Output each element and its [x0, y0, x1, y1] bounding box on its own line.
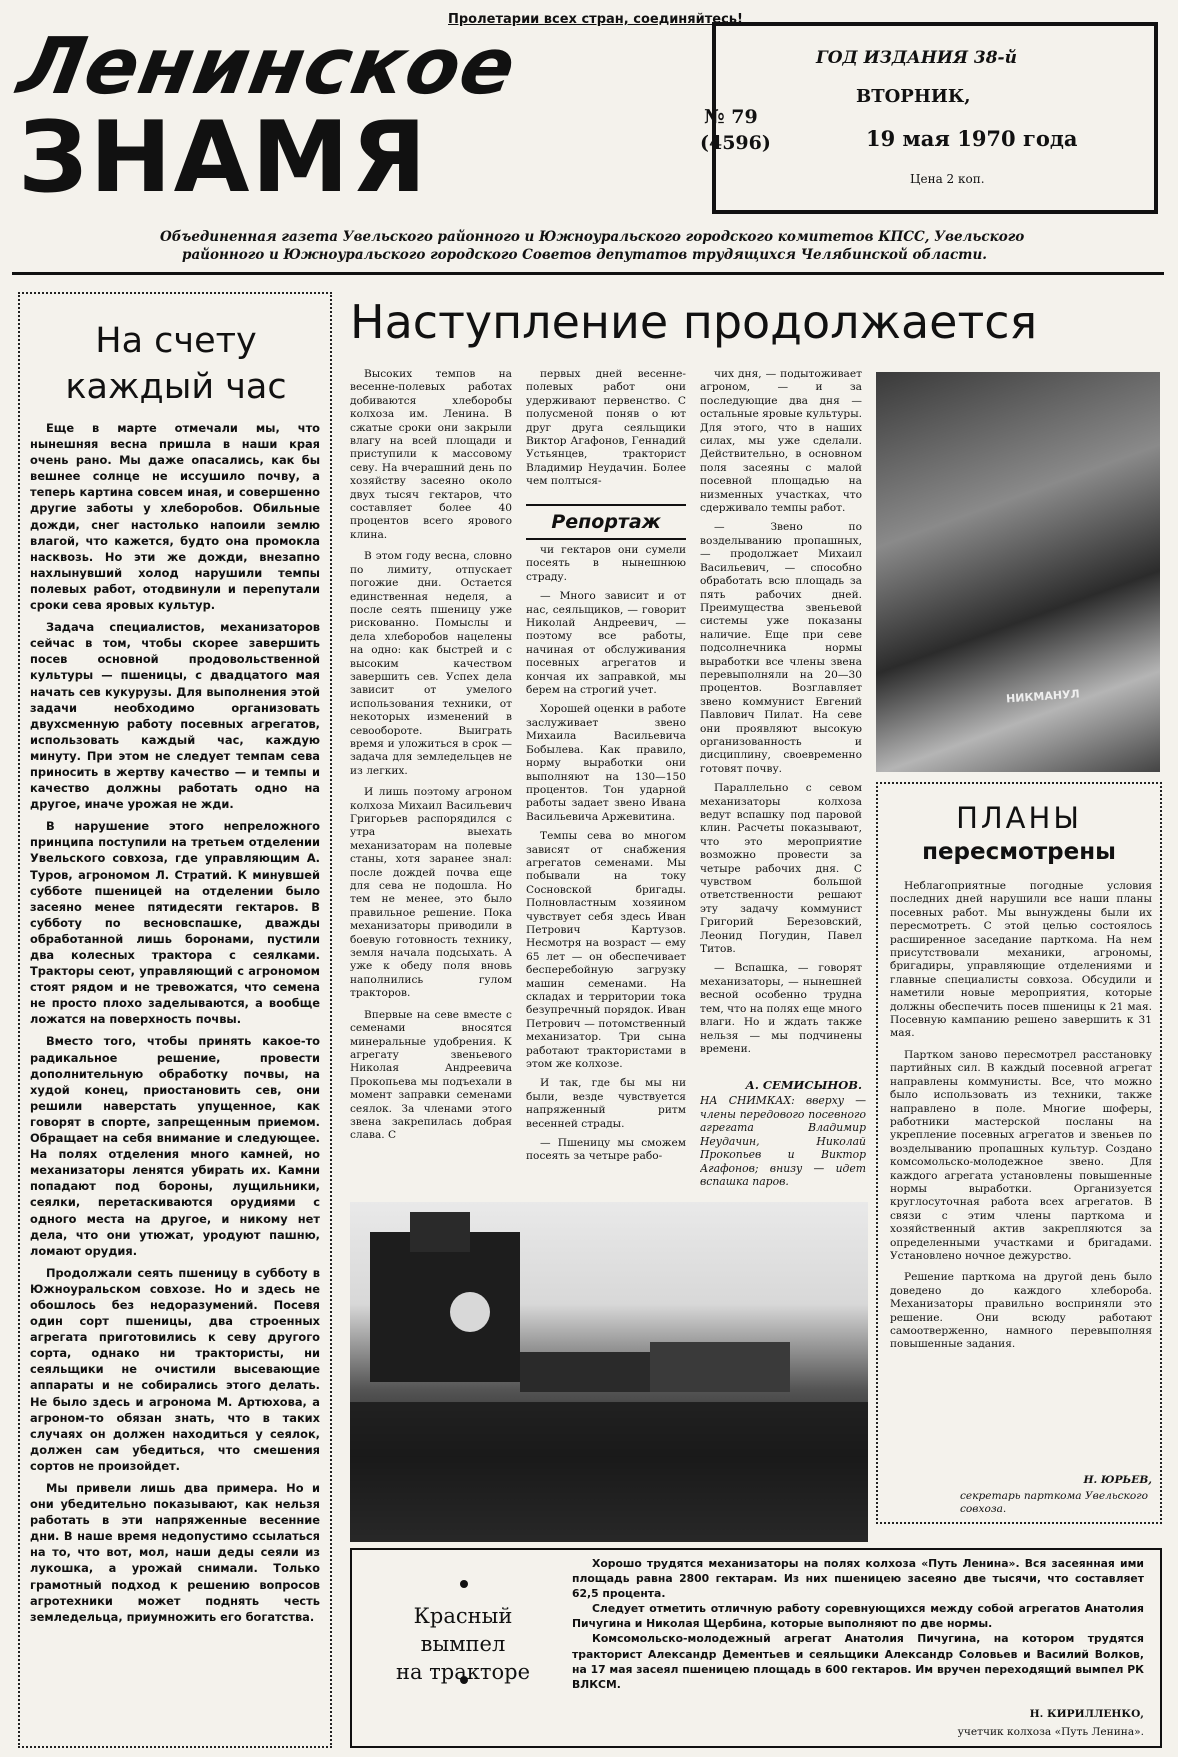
main-col2-top-paragraph: первых дней весенне-полевых работ они удерживают первенство. С полусменой поняв о ют друг друга сеяльщики Виктор Агафонов, Геннадий Устьянцев, тракторист Владимир Неудачин. Более чем полтыся- [526, 368, 686, 488]
photo-top-sowing-crew [876, 372, 1160, 772]
left-paragraph: Продолжали сеять пшеницу в субботу в Южноуральском совхозе. Но и здесь не обошлось без недоразумений. Посевя один сорт пшеницы, два строенных агрегата приготовились к севу другого сорта, однако ни трактористы, ни сеяльщики не очистили высевающие аппараты и не собирались этого делать. Не было здесь и агронома М. Артюхова, а агроном-то обязан знать, что в таких случаях он должен находиться у сеялок, должен сам убедиться, что смешения сортов не произойдет. [30, 1265, 320, 1473]
main-col-3 [700, 368, 862, 1076]
left-paragraph: Задача специалистов, механизаторов сейчас в том, чтобы скорее завершить посев основной продовольственной культуры — пшеницы, с двадцатого мая начать сев кукурузы. Для выполнения этой задачи необходимо организовать двухсменную работу посевных агрегатов, использовать каждый час, каждую минуту. При этом не следует темпам сева приносить в жертву качество — и темпы и качество должны работать одно на другое, иначе урожая не жди. [30, 620, 320, 812]
main-col3-paragraph: Параллельно с севом механизаторы колхоза ведут вспашку под паровой клин. Расчеты показывают, что это мероприятие возможно провести за четыре рабочих дня. С чувством большой ответственности решают эту задачу коммунист Григорий Березовский, Леонид Погудин, Павел Титов. [700, 782, 862, 956]
plans-paragraph: Решение парткома на другой день было доведено до каждого хлебороба. Механизаторы правильно восприняли это решение. Они всюду работают самоотверженно, намного перевыполняя повышенные задания. [890, 1271, 1152, 1351]
main-col2-paragraph: Темпы сева во многом зависят от снабжения агрегатов семенами. Мы побывали на току Сосновской бригады. Полновластным хозяином чувствует себя здесь Иван Петрович Картузов. Несмотря на возраст — ему 65 лет — он обеспечивает бесперебойную загрузку машин семенами. На складах и территории тока безупречный порядок. Иван Петрович — потомственный механизатор. Три сына работают трактористами в этом же колхозе. [526, 830, 686, 1071]
masthead-slogan: Пролетарии всех стран, соединяйтесь! [448, 12, 743, 27]
plans-paragraph: Партком заново пересмотрел расстановку партийных сил. В каждый посевной агрегат направлены коммунисты. Все, что можно было использовать из техники, также направлено в поле. Многие шоферы, работники мастерской посланы на укрепление посевных агрегатов и звеньев по возделыванию пропашных культур. Создано комсомольско-молодежное звено. Для каждого агрегата установлены повышенные нормы выработки. Организуется круглосуточная работа всех агрегатов. В связи с этим члены парткома и хозяйственный актив закрепляются за определенными участками и бригадами. Установлено ночное дежурство. [890, 1048, 1152, 1262]
weekday: ВТОРНИК, [856, 86, 971, 107]
main-col-2-top [526, 368, 686, 502]
main-col3-paragraph: — Звено по возделыванию пропашных, — продолжает Михаил Васильевич, — способно обработать всю площадь за пять рабочих дней. Преимущества звеньевой системы уже показаны наличие. Еще при севе подсолнечника нормы выработки все члены звена перевыполняли на 20—30 процентов. Возглавляет звено коммунист Евгений Павлович Пилат. На севе они проявляют высокую организованность и дисциплину, своевременно готовят почву. [700, 521, 862, 775]
plans-headline [884, 800, 1154, 868]
left-paragraph: Вместо того, чтобы принять какое-то радикальное решение, провести дополнительную обработку почвы, на худой конец, приостановить сев, они решили наверстать упущенное, как говорят в спорте, запрещенным приемом. Обращает на себя внимание и следующее. На полях отделения много камней, но механизаторы ленятся убирать их. Камни попадают под бороны, лущильники, сеялки, перетаскиваются орудиями с одного места на другое, и никому нет дела, что они утюжат, уродуют пашню, ломают орудия. [30, 1034, 320, 1258]
left-paragraph: В нарушение этого непреложного принципа поступили на третьем отделении Увельского совхоза, где управляющим А. Туров, агрономом Л. Стратий. К минувшей субботе пшеницей на отделении было засеяно менее пятидесяти гектаров. В субботу по весновспашке, дважды обработанной лишь боронами, пустили два колесных трактора с сеялками. Тракторы сеют, управляющий с агрономом стоят рядом и не тревожатся, что семена не просто плохо заделываются, а вообще ложатся на поверхность почвы. [30, 819, 320, 1027]
issue-number: № 79 [704, 106, 758, 128]
main-col-1 [350, 368, 512, 1190]
main-col2-paragraph: чи гектаров они сумели посеять в нынешнюю страду. [526, 544, 686, 583]
left-headline-2: каждый час [65, 367, 287, 407]
bottom-box-title [368, 1602, 558, 1686]
masthead-subtitle [160, 228, 1040, 264]
main-col2-paragraph: Хорошей оценки в работе заслуживает звено Михаила Васильевича Бобылева. Как правило, норму выработки они выполняют на 130—150 процентов. Тон ударной работы задает звено Ивана Васильевича Аржевитина. [526, 703, 686, 823]
bullet-dot-icon [460, 1580, 468, 1588]
publication-year: ГОД ИЗДАНИЯ 38-й [816, 48, 1017, 68]
bottom-paragraph: Хорошо трудятся механизаторы на полях колхоза «Путь Ленина». Вся засеянная ими площадь равна 2800 гектарам. Из них пшеницею засеяно две тысячи, что составляет 62,5 процента. [572, 1557, 1144, 1601]
plans-body [890, 880, 1152, 1470]
masthead-title-line2: ЗНАМЯ [18, 101, 429, 215]
bottom-signature-role: учетчик колхоза «Путь Ленина». [957, 1726, 1144, 1738]
main-col3-paragraph: чих дня, — подытоживает агроном, — и за последующие два дня — остальные яровые культуры. Для этого, что в наших силах, мы уже сделали. Действительно, в основном поля засеяны с малой посевной площадью на низменных участках, что сдерживало темпы работ. [700, 368, 862, 515]
left-paragraph: Мы привели лишь два примера. Но и они убедительно показывают, как нельзя работать в эти напряженные весенние дни. В наше время недопустимо ссылаться на то, что вот, мол, наши деды сеяли из лукошка, а урожай снимали. Только грамотный подход к решению вопросов агротехники может поднять честь земледельца, приумножить его богатства. [30, 1481, 320, 1624]
plans-headline-1: ПЛАНЫ [956, 801, 1082, 835]
date-box [712, 22, 1158, 214]
reportage-label: Репортаж [551, 511, 661, 533]
main-col2-paragraph: — Пшеницу мы сможем посеять за четыре рабо- [526, 1137, 686, 1163]
plowing-tractor-silhouette [350, 1202, 868, 1542]
price: Цена 2 коп. [910, 172, 985, 186]
subtitle-line1: Объединенная газета Увельского районного и Южноуральского городского комитетов КПСС, Увельского [160, 229, 1025, 245]
photo-caption: НА СНИМКАХ: вверху — члены передового посевного агрегата Владимир Неудачин, Николай Прокопьев и Виктор Агафонов; внизу — идет вспашка паров. [700, 1094, 866, 1188]
reportage-rubric [526, 504, 686, 540]
main-col2-paragraph: — Много зависит и от нас, сеяльщиков, — говорит Николай Андреевич, — поэтому все работы, начиная от обслуживания посевных агрегатов и кончая их заправкой, мы берем на строгий учет. [526, 590, 686, 697]
left-article-body [30, 420, 320, 1730]
bottom-paragraph: Следует отметить отличную работу соревнующихся между собой агрегатов Анатолия Пичугина и Николая Щербина, которые выполняют по две нормы. [572, 1602, 1144, 1631]
left-article-headline [28, 318, 324, 410]
issue-total: (4596) [700, 132, 771, 154]
main-col3-paragraph: — Вспашка, — говорят механизаторы, — нынешней весной особенно трудна тем, что на полях еще много влаги. Но и ждать также нельзя — мы подчинены времени. [700, 962, 862, 1055]
main-col-2 [526, 544, 686, 1190]
left-paragraph: Еще в марте отмечали мы, что нынешняя весна пришла в наши края очень рано. Мы даже опасались, как бы вешнее солнце не иссушило почву, а теперь картина совсем иная, и совершенно другие заботы у хлеборобов. Обильные дожди, снег настолько напоили землю влагой, что кажется, будто она промокла насквозь. Но эти же дожди, внезапно нахлынувший холод нарушили темпы полевых работ, отодвинули и перепутали сроки сева яровых культур. [30, 421, 320, 613]
left-headline-1: На счету [95, 321, 257, 361]
plans-paragraph: Неблагоприятные погодные условия последних дней нарушили все наши планы посевных работ. Мы вынуждены были их пересмотреть. С этой целью состоялось расширенное заседание парткома. На нем присутствовали механики, агрономы, бригадиры, управляющие отделениями и главные специалисты совхоза. Обсудили и наметили новые мероприятия, которые должны обеспечить посев пшеницы к 21 мая. Посевную кампанию решено завершить к 31 мая. [890, 880, 1152, 1040]
main-article-headline: Наступление продолжается [350, 295, 1038, 349]
main-col1-paragraph: В этом году весна, словно по лимиту, отпускает погожие дни. Остается единственная неделя, а после сеять пшеницу уже рискованно. Помыслы и дела хлеборобов нацелены на одно: как быстрей и с высоким качеством завершить сев. Успех дела зависит от умелого использования техники, от некоторых изменений в севообороте. Выиграть время и уложиться в срок — задача для земледельцев не из легких. [350, 550, 512, 777]
issue-date: 19 мая 1970 года [866, 126, 1078, 151]
plans-signature-role: секретарь парткома Увельского совхоза. [960, 1490, 1148, 1516]
plans-headline-2: пересмотрены [922, 839, 1116, 865]
tractor-marking: НИКМАНУЛ [1005, 687, 1081, 706]
masthead-rule [12, 272, 1164, 275]
subtitle-line2: районного и Южноуральского городского Советов депутатов трудящихся Челябинской области. [182, 247, 987, 263]
bottom-signature: Н. КИРИЛЛЕНКО, [1029, 1708, 1144, 1720]
photo-bottom-plowing [350, 1202, 868, 1542]
plans-signature: Н. ЮРЬЕВ, [1083, 1474, 1152, 1486]
main-col2-paragraph: И так, где бы мы ни были, везде чувствуется напряженный ритм весенней страды. [526, 1077, 686, 1130]
bottom-title-3: на тракторе [395, 1660, 531, 1684]
bottom-paragraph: Комсомольско-молодежный агрегат Анатолия Пичугина, на котором трудятся тракторист Александр Дементьев и сеяльщики Александр Соловьев и Василий Волков, на 17 мая засеял пшеницею площадь в 600 гектаров. Им вручен переходящий вымпел РК ВЛКСМ. [572, 1632, 1144, 1691]
main-col1-paragraph: И лишь поэтому агроном колхоза Михаил Васильевич Григорьев распорядился с утра выехать механизаторам на полевые станы, хотя заранее знал: после дождей почва еще для сева не подошла. Но тем не менее, это было правильное решение. Пока механизаторы приводили в боевую готовность технику, земля начала подсыхать. А уже к обеду поля вновь наполнились гулом тракторов. [350, 786, 512, 1000]
main-col1-paragraph: Высоких темпов на весенне-полевых работах добиваются хлеборобы колхоза им. Ленина. В сжатые сроки они закрыли влагу на всей площади и приступили к массовому севу. На вчерашний день по хозяйству засеяно около двух тысяч гектаров, что составляет более 40 процентов всего ярового клина. [350, 368, 512, 541]
bottom-box-body [572, 1556, 1144, 1716]
main-byline: А. СЕМИСЫНОВ. [745, 1078, 862, 1092]
main-col1-paragraph: Впервые на севе вместе с семенами вносятся минеральные удобрения. К агрегату звеньевого Николая Андреевича Прокопьева мы подъехали в момент заправки семенами сеялок. За членами этого звена закрепилась добрая слава. С [350, 1008, 512, 1142]
bottom-title-1: Красный [413, 1604, 513, 1628]
bottom-title-2: вымпел [420, 1632, 506, 1656]
masthead-title-line1: Ленинское [12, 22, 523, 112]
